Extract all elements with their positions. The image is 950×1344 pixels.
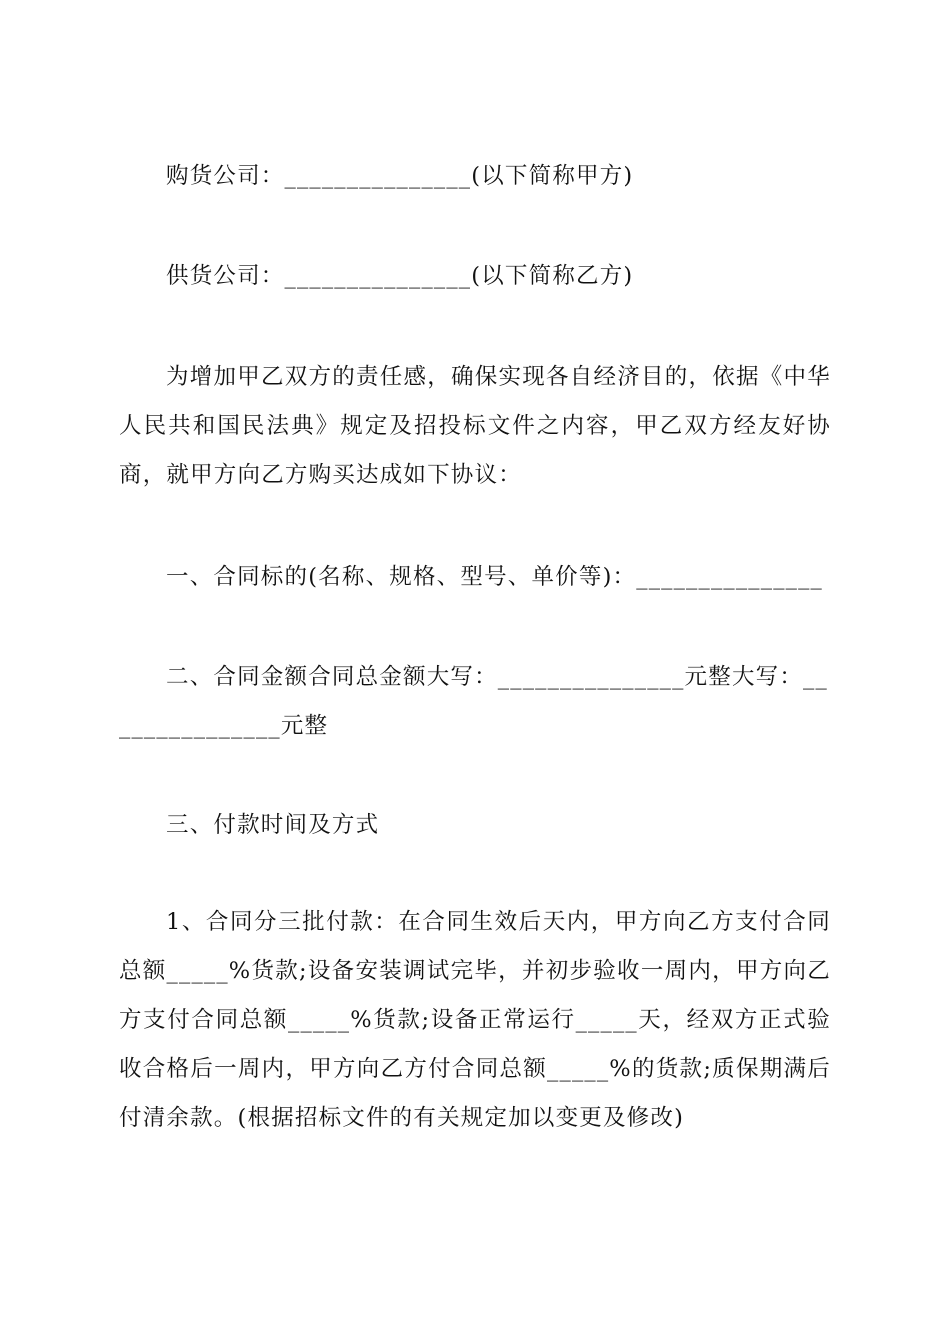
- buyer-company-line: 购货公司：_______________(以下简称甲方): [166, 163, 634, 189]
- clause-payment-heading: 三、付款时间及方式: [166, 812, 380, 838]
- clause-contract-amount: 二、合同金额合同总金额大写：_______________元整大写：_______________元整: [119, 664, 828, 739]
- intro-paragraph: 为增加甲乙双方的责任感，确保实现各自经济目的，依据《中华人民共和国民法典》规定及招投标文件之内容，甲乙双方经友好协商，就甲方向乙方购买达成如下协议：: [119, 364, 831, 488]
- clause-payment-installments: 1、合同分三批付款：在合同生效后天内，甲方向乙方支付合同总额_____%货款;设备安装调试完毕，并初步验收一周内，甲方向乙方支付合同总额_____%货款;设备正常运行_____天，经双方正式验收合格后一周内，甲方向乙方付合同总额_____%的货款;质保期满后付清余款。(根据招标文件的有关规定加以变更及修改): [119, 909, 831, 1131]
- seller-company-line: 供货公司：_______________(以下简称乙方): [166, 263, 634, 289]
- clause-contract-subject: 一、合同标的(名称、规格、型号、单价等)：_______________: [166, 564, 824, 590]
